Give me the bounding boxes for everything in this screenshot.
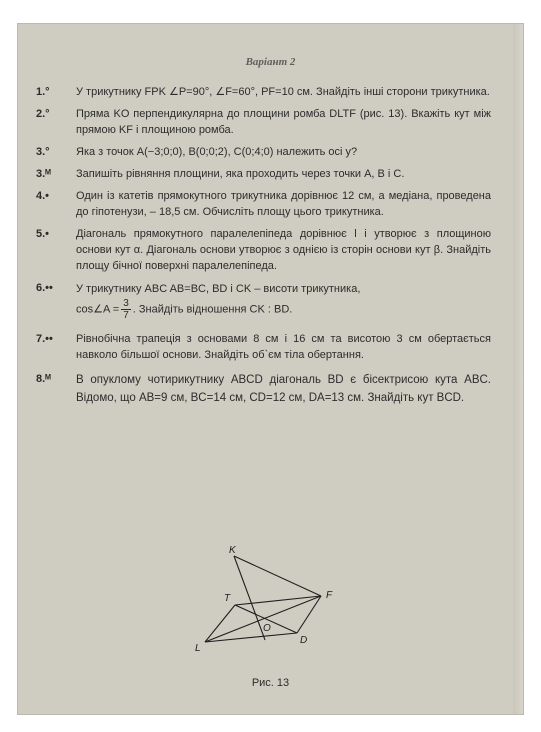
- label-k: K: [229, 545, 236, 556]
- task-text: У трикутнику FPK ∠P=90°, ∠F=60°, PF=10 см. Знайдіть інші сторони трикутника.: [76, 86, 490, 98]
- task-number: 1.°: [36, 86, 50, 98]
- label-d: D: [300, 635, 308, 646]
- task-text: Запишіть рівняння площини, яка проходить через точки A, B і C.: [76, 168, 405, 180]
- fraction-numerator: 3: [123, 298, 129, 309]
- task-number: 2.°: [36, 108, 50, 120]
- side-d-f: [297, 596, 321, 633]
- task-text-line-1: У трикутнику ABC AB=BC, BD і CK – висоти трикутника,: [76, 283, 361, 295]
- task-text: Яка з точок A(−3;0;0), B(0;0;2), C(0;4;0) належить осі y?: [76, 146, 358, 158]
- label-t: T: [224, 593, 231, 604]
- task-number: 3.ᴹ: [36, 168, 51, 180]
- label-f: F: [326, 590, 333, 601]
- textbook-page: [18, 24, 523, 714]
- task-number: 6.••: [36, 282, 53, 294]
- task-3m: [36, 166, 491, 182]
- variant-header: Варіант 2: [245, 56, 296, 68]
- task-1: [36, 84, 491, 100]
- page-edge-shadow: [513, 24, 523, 714]
- task-text-line-2: . Знайдіть відношення CK : BD.: [132, 303, 293, 316]
- task-5: [36, 226, 491, 274]
- task-number: 4.•: [36, 190, 50, 202]
- task-text: Рівнобічна трапеція з основами 8 см і 16 см та висотою 3 см обертається навколо більшої основи. Знайдіть об`єм тіла обертання.: [76, 333, 491, 361]
- label-o: O: [263, 623, 271, 634]
- cos-expression: cos∠A =: [76, 303, 120, 316]
- task-text: Діагональ прямокутного паралелепіпеда дорівнює l і утворює з площиною основи кут α. Діагональ основи утворює з однією із сторін основи кут β. Знайдіть площу бічної поверхні паралелепіпеда.: [76, 228, 491, 272]
- task-list: [36, 84, 491, 413]
- task-2: [36, 106, 491, 138]
- side-t-f: [235, 596, 321, 605]
- task-8: [36, 371, 491, 407]
- figure-caption: Рис. 13: [251, 677, 290, 689]
- figure-rhombus-pyramid: [193, 539, 353, 679]
- task-text: Один із катетів прямокутного трикутника дорівнює 12 см, а медіана, проведена до гіпотенузи, – 18,5 см. Обчисліть площу цього трикутника.: [76, 190, 491, 218]
- task-number: 3.°: [36, 146, 50, 158]
- task-7: [36, 331, 491, 363]
- fraction-denominator: 7: [123, 310, 129, 321]
- fraction: [121, 298, 131, 321]
- side-l-d: [205, 633, 297, 642]
- task-3: [36, 144, 491, 160]
- task-number: 7.••: [36, 333, 53, 345]
- task-6: [36, 280, 491, 321]
- task-text: Пряма KO перпендикулярна до площини ромба DLTF (рис. 13). Вкажіть кут між прямою KF і площиною ромба.: [76, 108, 491, 136]
- task-number: 8.ᴹ: [36, 373, 51, 385]
- task-number: 5.•: [36, 228, 50, 240]
- label-l: L: [195, 643, 201, 654]
- task-4: [36, 188, 491, 220]
- task-text: В опуклому чотирикутнику ABCD діагональ BD є бісектрисою кута ABC. Відомо, що AB=9 см, BC=14 см, CD=12 см, DA=13 см. Знайдіть кут BCD.: [76, 374, 491, 404]
- task-text: [76, 280, 491, 321]
